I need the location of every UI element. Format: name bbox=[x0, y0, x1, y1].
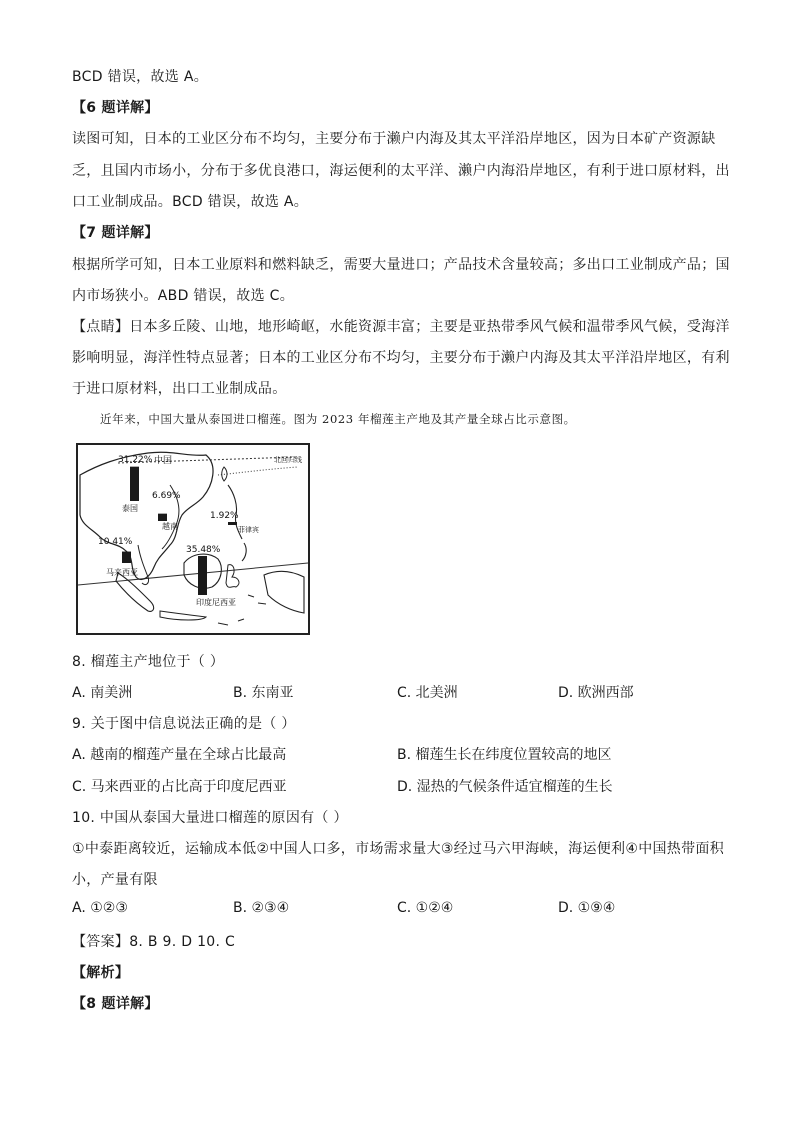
analysis-heading: 【解析】 bbox=[72, 965, 130, 981]
answer-line: 【答案】8. B 9. D 10. C bbox=[72, 934, 236, 950]
label-indonesia: 印度尼西亚 bbox=[196, 598, 236, 607]
label-vietnam: 越南 bbox=[162, 522, 178, 531]
bar-philippines bbox=[228, 522, 237, 525]
label-philippines: 菲律宾 bbox=[238, 526, 259, 534]
q10-option-c: C. ①②④ bbox=[397, 900, 454, 916]
q8-option-c: C. 北美洲 bbox=[397, 685, 458, 701]
route-line bbox=[218, 467, 298, 475]
detail8-heading: 【8 题详解】 bbox=[72, 996, 159, 1012]
mainland-outline bbox=[80, 452, 213, 579]
q8-stem: 8. 榴莲主产地位于（ ） bbox=[72, 654, 225, 670]
label-china: 中国 bbox=[154, 456, 173, 466]
bar-vietnam bbox=[158, 514, 167, 521]
text-line: BCD 错误，故选 A。 bbox=[72, 69, 208, 85]
q9-option-c: C. 马来西亚的占比高于印度尼西亚 bbox=[72, 779, 287, 795]
label-tropic: 北回归线 bbox=[274, 456, 302, 464]
text-line: 影响明显，海洋性特点显著；日本的工业区分布不均匀，主要分布于濑户内海及其太平洋沿岸地区，有利 bbox=[72, 350, 730, 366]
bar-malaysia bbox=[122, 552, 131, 563]
q10-option-a: A. ①②③ bbox=[72, 900, 128, 916]
pct-vietnam: 6.69% bbox=[152, 491, 181, 501]
text-line: 乏，且国内市场小，分布于多优良港口，海运便利的太平洋、濑户内海沿岸地区，有利于进口原材料，出 bbox=[72, 163, 730, 179]
newguinea-outline bbox=[264, 571, 304, 613]
text-line: 内市场狭小。ABD 错误，故选 C。 bbox=[72, 288, 295, 304]
q10-option-d: D. ①⑨④ bbox=[558, 900, 616, 916]
q9-option-a: A. 越南的榴莲产量在全球占比最高 bbox=[72, 747, 287, 763]
bar-thailand bbox=[130, 467, 139, 501]
sulawesi-outline bbox=[226, 565, 239, 588]
q8-option-b: B. 东南亚 bbox=[233, 685, 294, 701]
section-heading: 【6 题详解】 bbox=[72, 100, 159, 116]
pct-malaysia: 10.41% bbox=[98, 537, 133, 547]
q10-statements: ①中泰距离较近，运输成本低②中国人口多，市场需求量大③经过马六甲海峡，海运便利④中国热带面积 bbox=[72, 841, 724, 857]
q9-stem: 9. 关于图中信息说法正确的是（ ） bbox=[72, 716, 296, 732]
label-malaysia: 马来西亚 bbox=[106, 568, 138, 577]
bar-indonesia bbox=[198, 556, 207, 595]
label-thailand: 泰国 bbox=[122, 504, 138, 513]
q8-option-a: A. 南美洲 bbox=[72, 685, 133, 701]
java-outline bbox=[160, 611, 206, 620]
q9-option-d: D. 湿热的气候条件适宜榴莲的生长 bbox=[397, 779, 613, 795]
q10-statements-cont: 小，产量有限 bbox=[72, 872, 158, 888]
q8-option-d: D. 欧洲西部 bbox=[558, 685, 634, 701]
pct-indonesia: 35.48% bbox=[186, 545, 221, 555]
text-line: 口工业制成品。BCD 错误，故选 A。 bbox=[72, 194, 309, 210]
q10-option-b: B. ②③④ bbox=[233, 900, 290, 916]
text-line: 读图可知，日本的工业区分布不均匀，主要分布于濑户内海及其太平洋沿岸地区，因为日本矿产资源缺 bbox=[72, 131, 716, 147]
figure-caption: 近年来，中国大量从泰国进口榴莲。图为 2023 年榴莲主产地及其产量全球占比示意图。 bbox=[100, 412, 576, 426]
pct-thailand: 31.22% bbox=[118, 455, 153, 465]
text-line: 【点睛】日本多丘陵、山地，地形崎岖，水能资源丰富；主要是亚热带季风气候和温带季风气候，受海洋 bbox=[72, 319, 730, 335]
text-line: 于进口原材料，出口工业制成品。 bbox=[72, 381, 287, 397]
section-heading: 【7 题详解】 bbox=[72, 225, 159, 241]
durian-map bbox=[76, 443, 310, 635]
q9-option-b: B. 榴莲生长在纬度位置较高的地区 bbox=[397, 747, 612, 763]
text-line: 根据所学可知，日本工业原料和燃料缺乏，需要大量进口；产品技术含量较高；多出口工业制成产品；国 bbox=[72, 257, 730, 273]
q10-stem: 10. 中国从泰国大量进口榴莲的原因有（ ） bbox=[72, 810, 348, 826]
pct-philippines: 1.92% bbox=[210, 511, 239, 521]
